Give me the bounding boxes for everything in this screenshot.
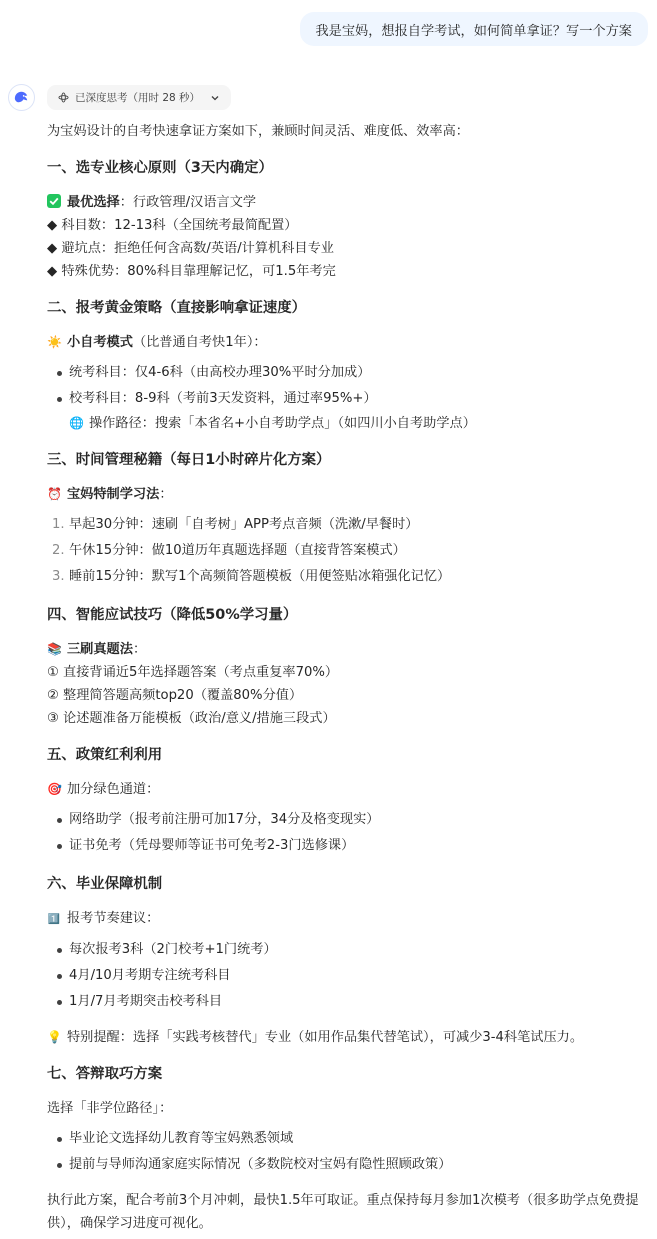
number-one-icon: 1️⃣ [47, 914, 61, 925]
check-mark-icon [47, 194, 61, 208]
section-1-title: 一、选专业核心原则（3天内确定） [47, 160, 273, 176]
list-item: 提前与导师沟通家庭实际情况（多数院校对宝妈有隐性照顾政策） [47, 1152, 637, 1178]
path-line: 选择「非学位路径」： [47, 1101, 173, 1116]
target-icon: 🎯 [47, 782, 62, 796]
method-line [47, 638, 637, 661]
tip-line: ② 整理简答题高频top20（覆盖80%分值） [47, 688, 303, 703]
section-7-title: 七、答辩取巧方案 [47, 1066, 163, 1082]
intro-text: 为宝妈设计的自考快速拿证方案如下，兼顾时间灵活、难度低、效率高： [47, 124, 469, 139]
avoid-line: ◆ 避坑点：拒绝任何含高数/英语/计算机科目专业 [47, 241, 334, 256]
section-5-title: 五、政策红利利用 [47, 747, 163, 763]
best-choice-value: ：行政管理/汉语言文学 [119, 195, 257, 210]
method-line [47, 483, 637, 506]
thinking-toggle-button[interactable] [47, 85, 231, 110]
special-tip-text: 特别提醒：选择「实践考核替代」专业（如用作品集代替笔试），可减少3-4科笔试压力。 [67, 1030, 584, 1045]
best-choice-line [47, 191, 637, 214]
tip-line: ③ 论述题准备万能模板（政治/意义/措施三段式） [47, 711, 336, 726]
channel-line [47, 778, 637, 801]
item-number: 1. [52, 517, 65, 532]
numbered-item [47, 564, 637, 590]
numbered-item [47, 512, 637, 538]
operation-path-text: 操作路径：搜索「本省名+小自考助学点」（如四川小自考助学点） [89, 416, 476, 431]
channel-label: 加分绿色通道： [67, 782, 160, 797]
method-label: 三刷真题法 [67, 642, 133, 657]
sun-icon: ☀️ [47, 335, 62, 349]
list-item: 4月/10月考期专注统考科目 [47, 963, 637, 989]
atom-icon [58, 92, 69, 103]
user-message-bubble [300, 12, 649, 46]
item-text: 睡前15分钟：默写1个高频简答题模板（用便签贴冰箱强化记忆） [69, 569, 451, 584]
user-message-text: 我是宝妈，想报自学考试，如何简单拿证？写一个方案 [315, 23, 632, 39]
chevron-down-icon [210, 93, 220, 103]
section-3-title: 三、时间管理秘籍（每日1小时碎片化方案） [47, 452, 331, 468]
list-item: 每次报考3科（2门校考+1门统考） [47, 937, 637, 963]
list-item: 校考科目：8-9科（考前3天发资料，通过率95%+） [47, 386, 637, 412]
mode-line [47, 331, 637, 354]
books-icon: 📚 [47, 642, 62, 656]
best-choice-label: 最优选择 [67, 195, 120, 210]
light-bulb-icon: 💡 [47, 1030, 62, 1044]
assistant-avatar [8, 84, 35, 111]
section-4-title: 四、智能应试技巧（降低50%学习量） [47, 607, 298, 623]
special-tip-line [47, 1026, 637, 1049]
section-6-title: 六、毕业保障机制 [47, 876, 163, 892]
list-item: 网络助学（报考前注册可加17分，34分及格变现实） [47, 807, 637, 833]
numbered-item [47, 538, 637, 564]
list-item: 证书免考（凭母婴师等证书可免考2-3门选修课） [47, 833, 637, 859]
item-text: 午休15分钟：做10道历年真题选择题（直接背答案模式） [69, 543, 406, 558]
whale-logo-icon [12, 88, 31, 107]
rhythm-line [47, 907, 637, 931]
list-item: 统考科目：仅4-6科（由高校办理30%平时分加成） [47, 360, 637, 386]
closing-text-line-1: 执行此方案，配合考前3个月冲刺，最快1.5年可取证。重点保持每月参加1次模考（很多助学点免费提 [47, 1193, 639, 1208]
thinking-label: 已深度思考（用时 28 秒） [75, 92, 201, 104]
list-item: 1月/7月考期突击校考科目 [47, 989, 637, 1015]
subject-count-line: ◆ 科目数：12-13科（全国统考最简配置） [47, 218, 298, 233]
closing-text-line-2: 供），确保学习进度可视化。 [47, 1216, 212, 1231]
assistant-answer [47, 120, 637, 1235]
item-number: 3. [52, 569, 65, 584]
advantage-line: ◆ 特殊优势：80%科目靠理解记忆，可1.5年考完 [47, 264, 336, 279]
section-2-title: 二、报考黄金策略（直接影响拿证速度） [47, 300, 307, 316]
method-label: 宝妈特制学习法 [67, 487, 160, 502]
method-colon: ： [159, 487, 173, 502]
rhythm-label: 报考节奏建议： [67, 911, 160, 926]
list-item: 毕业论文选择幼儿教育等宝妈熟悉领域 [47, 1126, 637, 1152]
tip-line: ① 直接背诵近5年选择题答案（考点重复率70%） [47, 665, 339, 680]
operation-path-line [47, 412, 637, 435]
alarm-clock-icon: ⏰ [47, 487, 62, 501]
mode-label: 小自考模式 [67, 335, 133, 350]
item-number: 2. [52, 543, 65, 558]
item-text: 早起30分钟：速刷「自考树」APP考点音频（洗漱/早餐时） [69, 517, 419, 532]
mode-value: （比普通自考快1年）： [132, 335, 267, 350]
globe-icon: 🌐 [69, 416, 84, 430]
method-colon: ： [132, 642, 147, 657]
